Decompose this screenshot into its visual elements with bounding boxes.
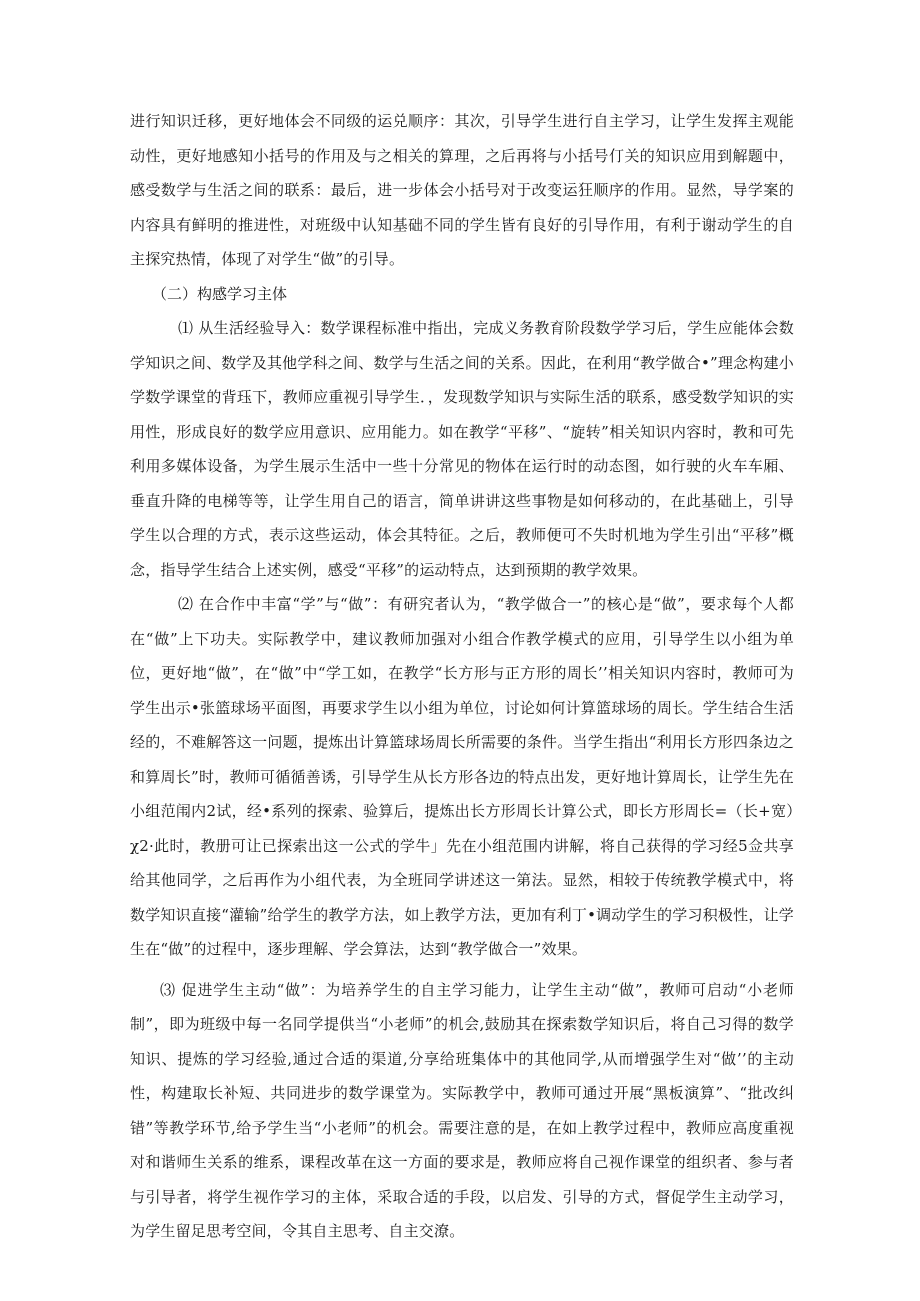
intro-paragraph: 进行知识迁移，更好地体会不同级的运兑顺序：其次，引导学生进行自主学习，让学生发挥主观能动性，更好地感知小括号的作用及与之相关的算理，之后再将与小括号仃关的知识应用到解题中，感受数学与生活之间的联系：最后，进一步体会小括号对于改变运狂顺序的作用。显然，导学案的内容具有鲜明的推进性，对班级中认知基础不同的学生皆有良好的引导作用，有利于谢动学生的自主探究热情，体现了对学生“做”的引导。 (130, 112, 794, 268)
paragraph-2: ⑵ 在合作中丰富“学”与“做”：有研究者认为，“教学做合一”的核心是“做”，要求每个人都在“做”上下功夫。实际教学中，建议教师加强对小组合作教学模式的应用，引导学生以小组为单位，更好地“做”，在“做”中“学工如，在教学“长方形与正方形的周长’’相关知识内容时，教师可为学生出示•张篮球场平面图，再要求学生以小组为单位，讨论如何计算篮球场的周长。学生结合生活经的，不难解答这一问题，提炼出计算篮球场周长所需要的条件。当学生指出“利用长方形四条边之和算周长”时，教师可循循善诱，引导学生从长方形各边的特点出发，更好地计算周长，让学生先在小组范闱内2试，经•系列的探索、验算后，提炼出长方形周长计算公式，即长方形周长=（长+宽）χ2·此时，教册可让已探索出这一公式的学牛」先在小组范围内讲解，将自己获得的学习经5佥共享给其他同学，之后再作为小组代表，为全班同学讲述这一第法。显然，相较于传统教学模式中，将数学知识直接“灌输”给学生的教学方法，如上教学方法，更加有利丁•调动学生的学习积极性，让学生在“做”的过程中，逐步理解、学会算法，达到“教学做合一”效果。 (130, 595, 794, 958)
paragraph-1: ⑴ 从生活经验导入：数学课程标准中指出，完成义务教育阶段数学学习后，学生应能体会数学知识之间、数学及其他学科之间、数学与生活之间的关系。因此，在利用“教学做合•”理念构建小学数学课堂的背珏下，教师应重视引导学生．，发现数学知识与实际生活的联系，感受数学知识的实用性，形成良好的数学应用意识、应用能力。如在教学“平移”、“旋转”相关知识内容时，教和可先利用多媒体设备，为学生展示生活中一些十分常见的物体在运行时的动态图，如行驶的火车车厢、垂直升降的电梯等等，让学生用自己的语言，简单讲讲这些事物是如何移动的，在此基础上，引导学生以合理的方式，表示这些运动，体会其特征。之后，教师便可不失时机地为学生引出“平移”概念，指导学生结合上述实例，感受“平移”的运动特点，达到预期的教学效果。 (130, 319, 794, 579)
section-heading: （二）构感学习主体 (152, 284, 288, 303)
document-page (130, 104, 794, 1249)
paragraph-3: ⑶ 促进学生主动“做”：为培养学生的自主学习能力，让学生主动“做”，教师可启动“小老师制”，即为班级中每一名同学提供当“小老师”的机会,鼓励其在探索数学知识后，将自己习得的数学知识、提炼的学习经验,通过合适的渠道,分享给班集体中的其他同学,从而增强学生对“做’’的主动性，构建取长补短、共同进步的数学课堂为。实际教学中，教师可通过开展“黑板演算”、“批改纠错”等教学环节,给予学生当“小老师”的机会。需要注意的是，在如上教学过程中，教师应高度重视对和谐师生关系的维系，课程改革在这一方面的要求是，教师应将自己视作课堂的组织者、参与者与引导者，将学生视作学习的主体，采取合适的手段，以启发、引导的方式，督促学生主动学习，为学生留足思考空间，令其自主思考、自主交潦。 (130, 980, 794, 1240)
